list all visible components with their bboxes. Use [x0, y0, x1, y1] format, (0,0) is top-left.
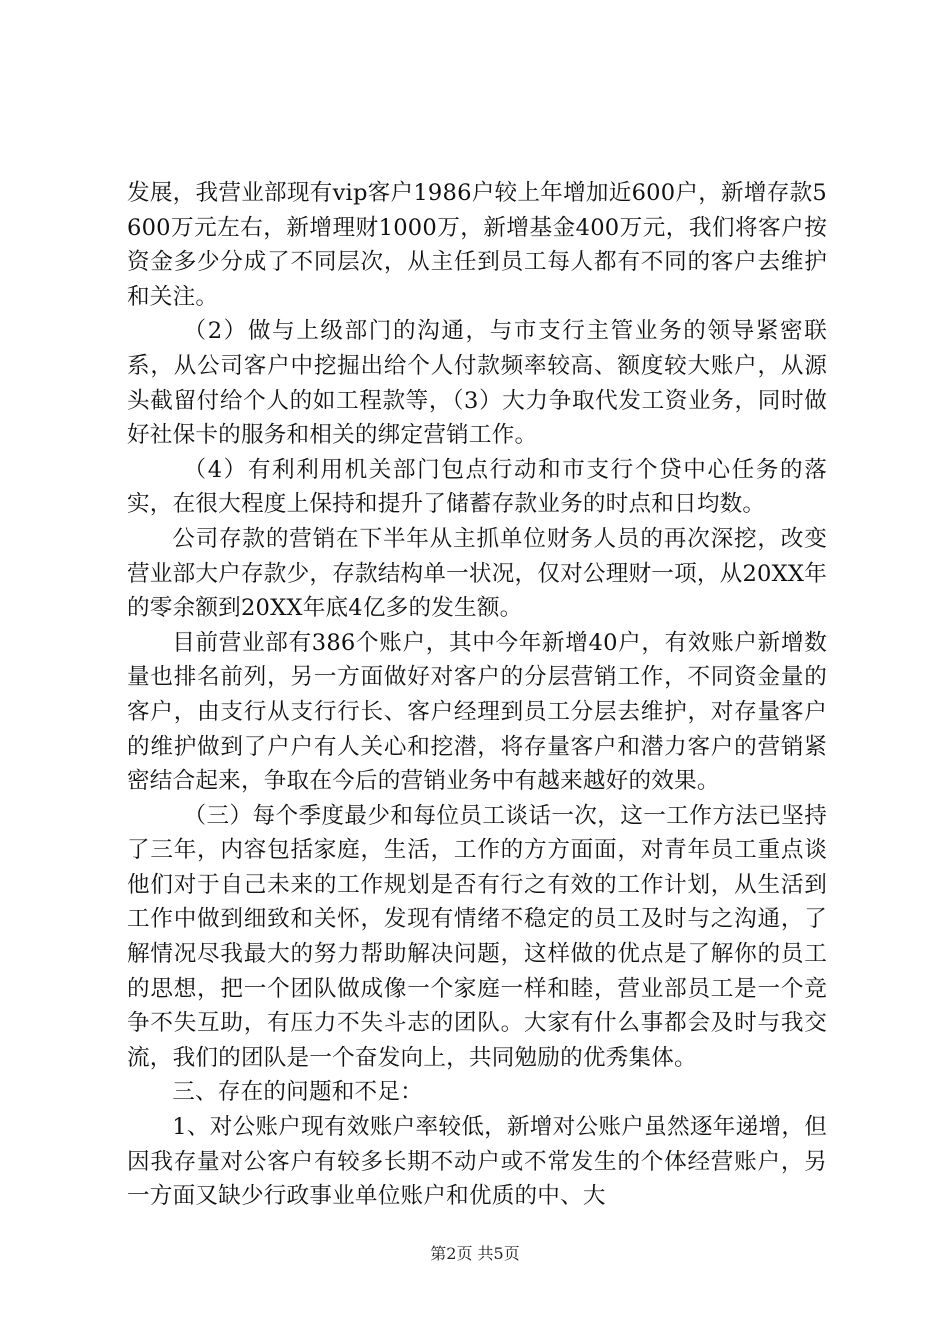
paragraph-accounts: 目前营业部有386个账户，其中今年新增40户，有效账户新增数量也排名前列，另一方面做好对客户的分层营销工作，不同资金量的客户，由支行从支行行长、客户经理到员工分层去维护，对存量客户的维护做到了户户有人关心和挖潜，将存量客户和潜力客户的营销紧密结合起来，争取在今后的营销业务中有越来越好的效果。	[127, 629, 827, 795]
document-body	[127, 176, 827, 1214]
paragraph-item-2-3: （2）做与上级部门的沟通，与市支行主管业务的领导紧密联系，从公司客户中挖掘出给个人付款频率较高、额度较大账户，从源头截留付给个人的如工程款等，（3）大力争取代发工资业务，同时做好社保卡的服务和相关的绑定营销工作。	[127, 318, 827, 449]
paragraph-problem-1: 1、对公账户现有效账户率较低，新增对公账户虽然逐年递增，但因我存量对公客户有较多长期不动户或不常发生的个体经营账户，另一方面又缺少行政事业单位账户和优质的中、大	[127, 1114, 827, 1210]
paragraph-section-3: （三）每个季度最少和每位员工谈话一次，这一工作方法已坚持了三年，内容包括家庭，生活，工作的方方面面，对青年员工重点谈他们对于自己未来的工作规划是否有行之有效的工作计划，从生活到工作中做到细致和关怀，发现有情绪不稳定的员工及时与之沟通，了解情况尽我最大的努力帮助解决问题，这样做的优点是了解你的员工的思想，把一个团队做成像一个家庭一样和睦，营业部员工是一个竞争不失互助，有压力不失斗志的团队。大家有什么事都会及时与我交流，我们的团队是一个奋发向上，共同勉励的优秀集体。	[127, 802, 827, 1071]
section-heading-problems: 三、存在的问题和不足：	[172, 1079, 423, 1106]
paragraph-growth-summary: 发展，我营业部现有vip客户1986户较上年增加近600户，新增存款5600万元左右，新增理财1000万，新增基金400万元，我们将客户按资金多少分成了不同层次，从主任到员工每人都有不同的客户去维护和关注。	[127, 180, 827, 310]
paragraph-item-4: （4）有利利用机关部门包点行动和市支行个贷中心任务的落实，在很大程度上保持和提升了储蓄存款业务的时点和日均数。	[127, 456, 827, 518]
paragraph-corporate-deposits: 公司存款的营销在下半年从主抓单位财务人员的再次深挖，改变营业部大户存款少，存款结构单一状况，仅对公理财一项，从20XX年的零余额到20XX年底4亿多的发生额。	[127, 525, 827, 622]
page-number-footer: 第2页 共5页	[430, 1244, 520, 1263]
